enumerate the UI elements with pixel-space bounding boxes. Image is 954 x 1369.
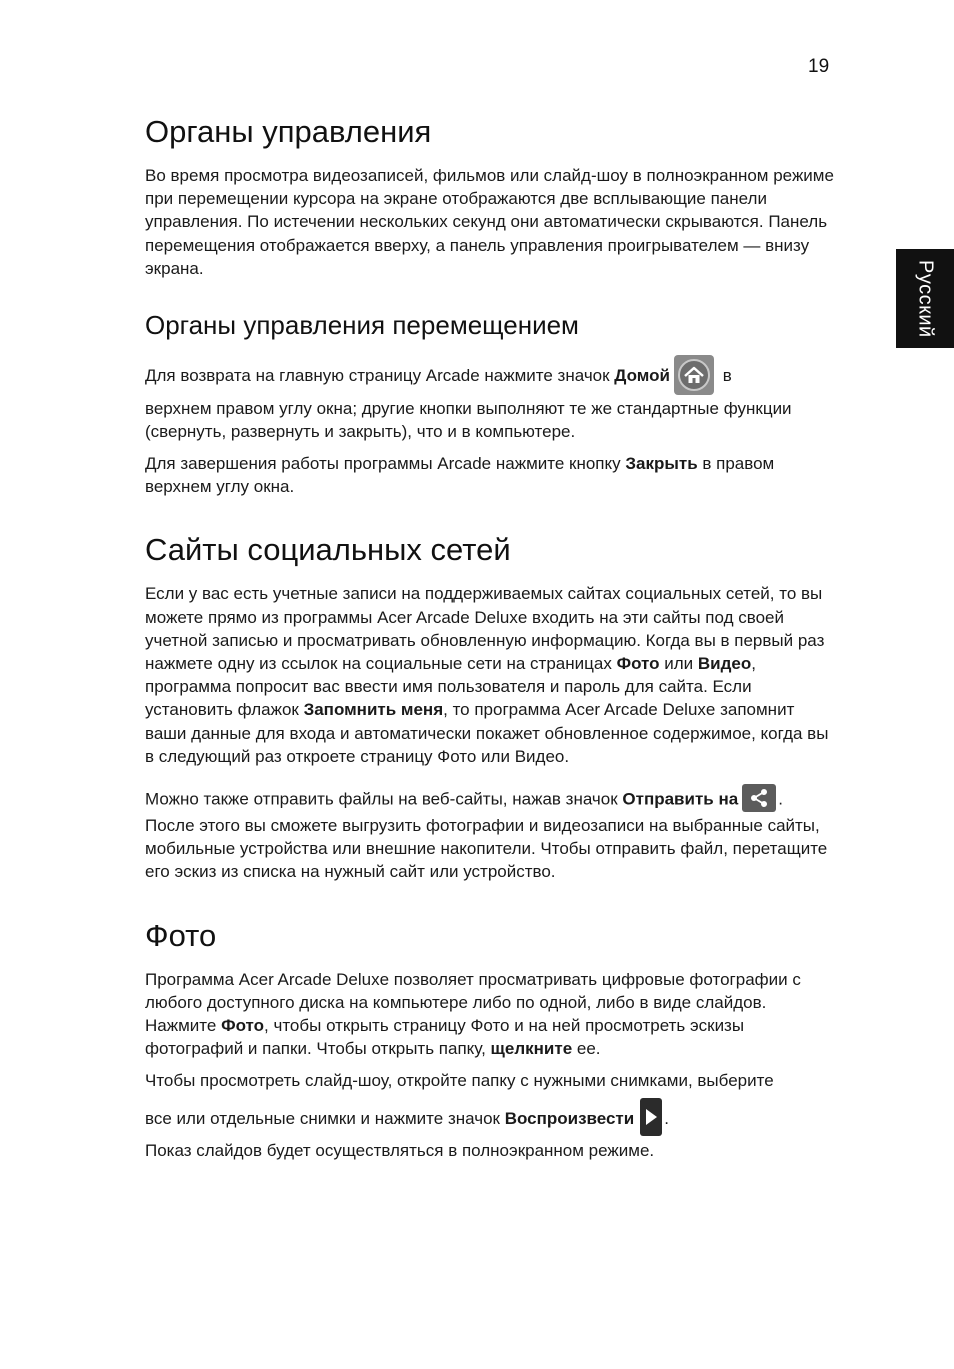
- social-p1-b: или: [659, 653, 698, 673]
- navigation-p1-bold-home: Домой: [614, 366, 670, 386]
- navigation-p2-bold-close: Закрыть: [625, 453, 698, 473]
- language-tab: [896, 249, 954, 348]
- social-p2-text: Можно также отправить файлы на веб-сайты, нажав значок: [145, 789, 623, 809]
- page-number: 19: [808, 56, 830, 77]
- social-p1-c: , программа попросит вас ввести имя пользователя и пароль для сайта. Если установить флажок: [145, 653, 756, 720]
- photo-p1-a: Программа Acer Arcade Deluxe позволяет просматривать цифровые фотографии с любого доступного диска на компьютере либо по одной, либо в виде слайдов. Нажмите: [145, 969, 801, 1035]
- photo-p1-bold-click: щелкните: [490, 1039, 573, 1059]
- navigation-p2-after: в правом верхнем углу окна.: [145, 453, 775, 497]
- social-p1-a: Если у вас есть учетные записи на поддерживаемых сайтах социальных сетей, то вы можете прямо из программы Acer Arcade Deluxe входить на эти сайты под своей учетной записью и просматривать обновленную информацию. Когда вы в первый раз нажмете одну из ссылок на социальные сети на страницах: [145, 584, 825, 673]
- navigation-p2-text: Для завершения работы программы Arcade нажмите кнопку: [145, 453, 626, 473]
- social-p2-bold-send: Отправить на: [622, 789, 739, 809]
- controls-paragraph: Во время просмотра видеозаписей, фильмов или слайд-шоу в полноэкранном режиме при перемещении курсора на экране отображаются две всплывающие панели управления. По истечении нескольких секунд они автоматически скрываются. Панель перемещения отображается вверху, а панель управления проигрывателем — внизу экрана.: [145, 166, 834, 278]
- photo-paragraph-2-cont: Показ слайдов будет осуществляться в полноэкранном режиме.: [145, 1140, 655, 1160]
- heading-navigation: Органы управления перемещением: [145, 310, 579, 341]
- heading-controls: Органы управления: [145, 114, 432, 149]
- navigation-p1-after: в: [717, 366, 732, 386]
- photo-p1-bold-photo: Фото: [221, 1015, 265, 1035]
- social-p1-bold-video: Видео: [697, 653, 752, 673]
- photo-p1-b: , чтобы открыть страницу Фото и на ней просмотреть эскизы фотографий и папки. Чтобы открыть папку,: [145, 1015, 745, 1059]
- home-icon: [674, 355, 714, 395]
- photo-p1-c: ее.: [572, 1039, 601, 1059]
- social-p1-d: , то программа Acer Arcade Deluxe запомнит ваши данные для входа и автоматически покажет обновленное содержимое, когда вы в следующий раз откроете страницу Фото или Видео.: [145, 700, 829, 766]
- photo-p2-text: все или отдельные снимки и нажмите значок: [145, 1108, 505, 1128]
- photo-p2-bold-play: Воспроизвести: [504, 1108, 635, 1128]
- social-p1-bold-photo: Фото: [616, 653, 660, 673]
- photo-paragraph-2: [145, 1099, 835, 1139]
- social-p1-bold-remember: Запомнить меня: [303, 700, 444, 720]
- navigation-paragraph-1-cont: верхнем правом углу окна; другие кнопки выполняют те же стандартные функции (свернуть, развернуть и закрыть), что и в компьютере.: [145, 398, 792, 441]
- share-icon: [742, 784, 776, 812]
- photo-p2-after: .: [664, 1108, 669, 1128]
- heading-social: Сайты социальных сетей: [145, 532, 511, 568]
- play-icon: [640, 1098, 662, 1136]
- photo-paragraph-1: [145, 968, 835, 1061]
- page-content: [145, 112, 835, 1171]
- navigation-paragraph-1: [145, 356, 835, 397]
- navigation-paragraph-2: [145, 452, 835, 498]
- social-paragraph-1: [145, 582, 835, 768]
- social-paragraph-2: [145, 786, 835, 884]
- heading-photo: Фото: [145, 917, 217, 953]
- language-tab-label: Русский: [914, 259, 937, 338]
- navigation-p1-text: Для возврата на главную страницу Arcade нажмите значок: [145, 366, 615, 386]
- social-p2-after: . После этого вы сможете выгрузить фотографии и видеозаписи на выбранные сайты, мобильные устройства или внешние накопители. Чтобы отправить файл, перетащите его эскиз из списка на нужный сайт или устройство.: [145, 789, 828, 882]
- photo-paragraph-2-line1: Чтобы просмотреть слайд-шоу, откройте папку с нужными снимками, выберите: [145, 1071, 774, 1091]
